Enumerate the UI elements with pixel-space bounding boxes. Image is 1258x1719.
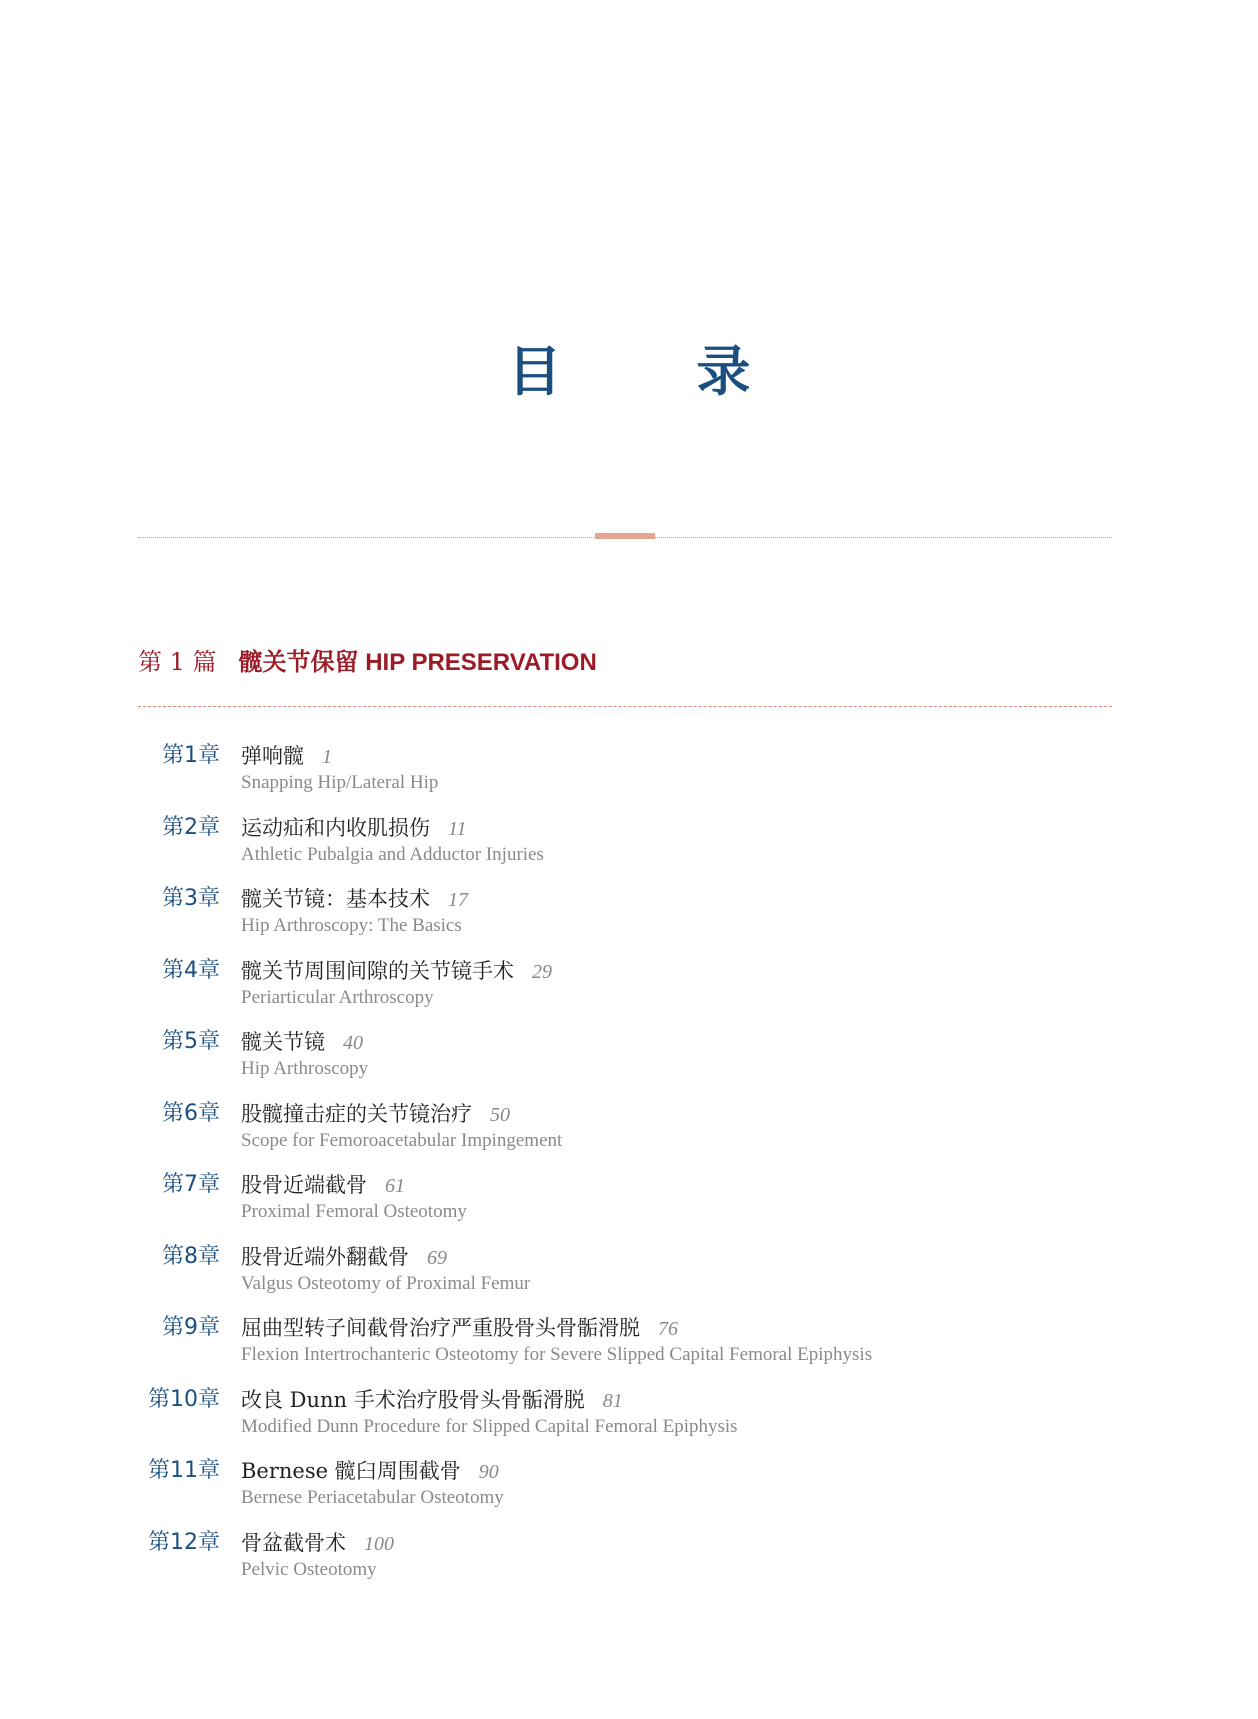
part-divider <box>138 706 1112 707</box>
chapter-chinese-title: 髋关节周围间隙的关节镜手术 <box>241 958 514 983</box>
chapter-chinese-line <box>241 1170 405 1202</box>
chapter-number: 第6章 <box>162 1100 220 1126</box>
chapter-entry[interactable] <box>0 1385 1258 1457</box>
chapter-chinese-line <box>241 1456 499 1488</box>
chapter-english-title: Snapping Hip/Lateral Hip <box>241 772 439 793</box>
chapter-page-number: 76 <box>658 1318 678 1340</box>
chapter-chinese-title: 屈曲型转子间截骨治疗严重股骨头骨骺滑脱 <box>241 1316 640 1340</box>
chapter-english-title: Proximal Femoral Osteotomy <box>241 1201 467 1222</box>
chapter-page-number: 29 <box>532 960 552 983</box>
chapter-list <box>0 741 1258 1599</box>
chapter-english-title: Modified Dunn Procedure for Slipped Capital Femoral Epiphysis <box>241 1415 738 1437</box>
chapter-entry[interactable] <box>0 1027 1258 1099</box>
chapter-english-title: Pelvic Osteotomy <box>241 1558 377 1580</box>
chapter-page-number: 11 <box>448 817 467 840</box>
chapter-page-number: 81 <box>602 1389 623 1412</box>
chapter-chinese-title: Bernese 髋臼周围截骨 <box>241 1459 461 1483</box>
chapter-chinese-title: 运动疝和内收肌损伤 <box>241 815 430 840</box>
chapter-english-title: Hip Arthroscopy <box>241 1058 369 1079</box>
chapter-number: 第3章 <box>162 886 220 911</box>
chapter-chinese-line <box>241 1528 394 1560</box>
chapter-chinese-line <box>241 1099 510 1131</box>
chapter-chinese-title: 骨盆截骨术 <box>241 1530 346 1555</box>
chapter-chinese-title: 股骨近端截骨 <box>241 1173 367 1197</box>
chapter-chinese-line <box>241 1242 447 1274</box>
chapter-english-title: Scope for Femoroacetabular Impingement <box>241 1129 563 1151</box>
chapter-entry[interactable] <box>0 956 1258 1028</box>
chapter-chinese-line <box>241 884 468 916</box>
chapter-entry[interactable] <box>0 813 1258 885</box>
chapter-entry[interactable] <box>0 884 1258 956</box>
chapter-chinese-title: 弹响髋 <box>241 744 304 768</box>
chapter-english-title: Bernese Periacetabular Osteotomy <box>241 1487 504 1508</box>
chapter-number: 第5章 <box>162 1029 220 1054</box>
chapter-entry[interactable] <box>0 1313 1258 1385</box>
chapter-entry[interactable] <box>0 1170 1258 1242</box>
chapter-english-title: Hip Arthroscopy: The Basics <box>241 915 462 936</box>
chapter-chinese-line <box>241 741 332 773</box>
chapter-number: 第2章 <box>162 814 220 840</box>
chapter-entry[interactable] <box>0 741 1258 813</box>
chapter-page-number: 90 <box>478 1461 499 1483</box>
chapter-page-number: 40 <box>343 1032 363 1054</box>
chapter-chinese-title: 股髋撞击症的关节镜治疗 <box>241 1101 472 1126</box>
chapter-number: 第12章 <box>148 1529 220 1555</box>
chapter-chinese-line <box>241 1385 623 1417</box>
chapter-chinese-line <box>241 956 552 988</box>
part-title: 髋关节保留 HIP PRESERVATION <box>238 649 597 676</box>
chapter-english-title: Valgus Osteotomy of Proximal Femur <box>241 1272 531 1294</box>
chapter-page-number: 100 <box>364 1532 394 1555</box>
chapter-chinese-line <box>241 1313 678 1345</box>
chapter-page-number: 1 <box>322 746 332 768</box>
chapter-chinese-line <box>241 1027 363 1059</box>
chapter-number: 第7章 <box>162 1172 220 1197</box>
chapter-english-title: Athletic Pubalgia and Adductor Injuries <box>241 843 544 865</box>
chapter-number: 第4章 <box>162 957 220 983</box>
part-number: 第 1 篇 <box>138 648 217 676</box>
chapter-entry[interactable] <box>0 1528 1258 1600</box>
part-heading <box>138 642 597 677</box>
chapter-chinese-title: 股骨近端外翻截骨 <box>241 1244 409 1269</box>
chapter-number: 第9章 <box>162 1315 220 1340</box>
chapter-chinese-title: 髋关节镜：基本技术 <box>241 887 430 911</box>
chapter-entry[interactable] <box>0 1099 1258 1171</box>
chapter-number: 第1章 <box>162 743 220 768</box>
chapter-page-number: 61 <box>385 1175 405 1197</box>
chapter-entry[interactable] <box>0 1242 1258 1314</box>
page-title: 目 录 <box>507 340 809 403</box>
chapter-chinese-title: 髋关节镜 <box>241 1030 325 1054</box>
chapter-number: 第10章 <box>148 1386 220 1412</box>
chapter-page-number: 69 <box>427 1246 447 1269</box>
chapter-number: 第11章 <box>148 1458 220 1483</box>
chapter-english-title: Periarticular Arthroscopy <box>241 986 434 1008</box>
chapter-entry[interactable] <box>0 1456 1258 1528</box>
chapter-chinese-line <box>241 813 467 845</box>
chapter-page-number: 50 <box>490 1103 510 1126</box>
chapter-english-title: Flexion Intertrochanteric Osteotomy for Severe Slipped Capital Femoral Epiphysis <box>241 1344 873 1365</box>
chapter-page-number: 17 <box>448 889 468 911</box>
chapter-number: 第8章 <box>162 1243 220 1269</box>
divider-accent-bar <box>595 533 655 539</box>
chapter-chinese-title: 改良 Dunn 手术治疗股骨头骨骺滑脱 <box>241 1387 585 1412</box>
